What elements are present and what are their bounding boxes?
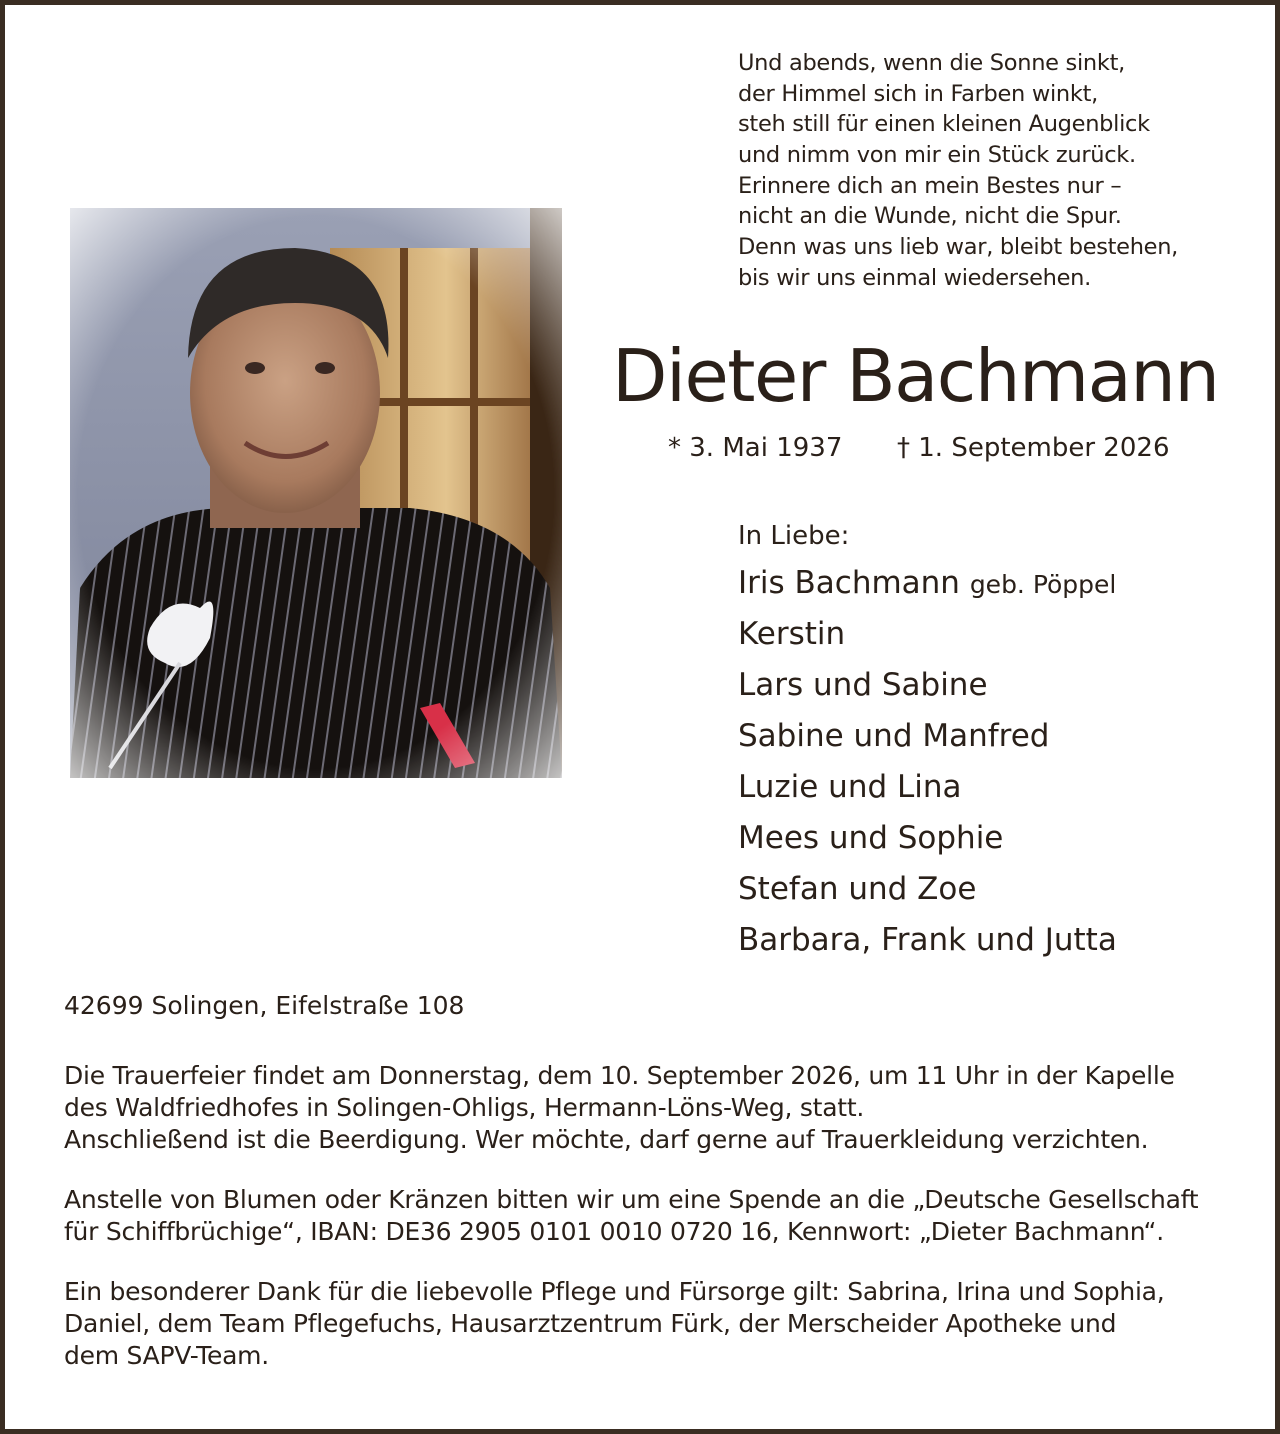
family-address: 42699 Solingen, Eifelstraße 108 <box>64 991 465 1020</box>
poem-line: der Himmel sich in Farben winkt, <box>738 80 1098 107</box>
paragraph-line: dem SAPV-Team. <box>64 1341 269 1370</box>
mourners-list <box>738 558 1117 966</box>
portrait-photo <box>70 208 562 778</box>
mourners-intro: In Liebe: <box>738 521 850 551</box>
poem-line: Und abends, wenn die Sonne sinkt, <box>738 50 1125 76</box>
paragraph-line: Anstelle von Blumen oder Kränzen bitten wir um eine Spende an die „Deutsche Gesellschaft <box>64 1185 1199 1214</box>
mourner-item: Mees und Sophie <box>738 820 1004 856</box>
deceased-name: Dieter Bachmann <box>612 334 1219 418</box>
paragraph-line: für Schiffbrüchige“, IBAN: DE36 2905 0101 0010 0720 16, Kennwort: „Dieter Bachmann“. <box>64 1217 1164 1246</box>
mourner-item: Barbara, Frank und Jutta <box>738 922 1117 958</box>
donation-paragraph <box>64 1184 1198 1248</box>
funeral-paragraph <box>64 1060 1175 1156</box>
poem-line: nicht an die Wunde, nicht die Spur. <box>738 203 1122 230</box>
mourner-item: Luzie und Lina <box>738 769 962 805</box>
poem-line: Denn was uns lieb war, bleibt bestehen, <box>738 234 1179 261</box>
mourner-item: Stefan und Zoe <box>738 871 977 907</box>
mourner-item: Kerstin <box>738 616 846 652</box>
poem-line: Erinnere dich an mein Bestes nur – <box>738 172 1122 199</box>
paragraph-line: des Waldfriedhofes in Solingen-Ohligs, Hermann-Löns-Weg, statt. <box>64 1093 865 1122</box>
mourner-name: Iris Bachmann <box>738 565 960 601</box>
mourner-item <box>738 558 1117 609</box>
paragraph-line: Ein besonderer Dank für die liebevolle Pflege und Fürsorge gilt: Sabrina, Irina und Sophia, <box>64 1277 1165 1306</box>
poem-line: bis wir uns einmal wiedersehen. <box>738 264 1091 291</box>
paragraph-line: Die Trauerfeier findet am Donnerstag, dem 10. September 2026, um 11 Uhr in der Kapelle <box>64 1061 1175 1090</box>
birth-date: * 3. Mai 1937 <box>668 433 843 463</box>
mourner-item: Lars und Sabine <box>738 667 988 703</box>
poem <box>738 48 1178 294</box>
portrait-photo-image <box>70 208 562 778</box>
maiden-name: geb. Pöppel <box>969 570 1117 599</box>
death-date: † 1. September 2026 <box>897 433 1170 463</box>
paragraph-line: Anschließend ist die Beerdigung. Wer möchte, darf gerne auf Trauerkleidung verzichten. <box>64 1125 1149 1154</box>
paragraph-line: Daniel, dem Team Pflegefuchs, Hausarztzentrum Fürk, der Merscheider Apotheke und <box>64 1309 1117 1338</box>
mourner-item: Sabine und Manfred <box>738 718 1050 754</box>
poem-line: steh still für einen kleinen Augenblick <box>738 111 1150 138</box>
thanks-paragraph <box>64 1276 1164 1372</box>
poem-line: und nimm von mir ein Stück zurück. <box>738 142 1136 169</box>
